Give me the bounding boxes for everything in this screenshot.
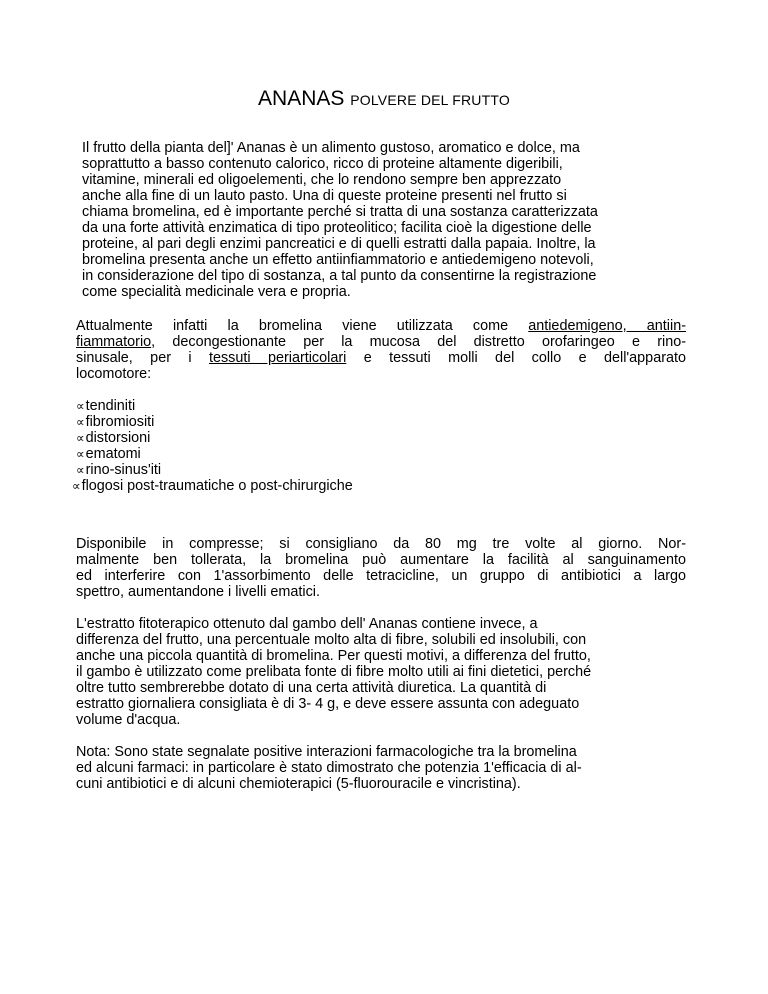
text-run: , decongestionante per la mucosa del distretto orofaringeo e rino- [151, 334, 686, 350]
paragraph-line: bromelina presenta anche un effetto antiinfiammatorio e antiedemigeno notevoli, [82, 252, 594, 268]
list-item [76, 462, 161, 478]
list-item-label: flogosi post-traumatiche o post-chirurgiche [81, 478, 353, 494]
paragraph-line: volume d'acqua. [76, 712, 181, 728]
underlined-term: tessuti periarticolari [208, 350, 347, 366]
paragraph-line: Nota: Sono state segnalate positive interazioni farmacologiche tra la bromelina [76, 744, 577, 760]
paragraph-line: estratto giornaliera consigliata è di 3- 4 g, e deve essere assunta con adeguato [76, 696, 580, 712]
paragraph-line: L'estratto fitoterapico ottenuto dal gambo dell' Ananas contiene invece, a [76, 616, 538, 632]
paragraph-line [76, 334, 686, 350]
paragraph-line: malmente ben tollerata, la bromelina può aumentare la facilità al sanguinamento [76, 552, 686, 568]
text-run: sinusale, per i [76, 350, 209, 366]
paragraph-line: Il frutto della pianta del]' Ananas è un alimento gustoso, aromatico e dolce, ma [82, 140, 580, 156]
paragraph-line: in considerazione del tipo di sostanza, a tal punto da consentirne la registrazione [82, 268, 597, 284]
list-item [76, 446, 141, 462]
bullet-icon: ∝ [76, 447, 85, 461]
paragraph-line: proteine, al pari degli enzimi pancreatici e di quelli estratti dalla papaia. Inoltre, la [82, 236, 596, 252]
list-item-label: fibromiositi [85, 414, 155, 430]
paragraph-line: anche una piccola quantità di bromelina. Per questi motivi, a differenza del frutto, [76, 648, 591, 664]
paragraph-line: spettro, aumentandone i livelli ematici. [76, 584, 320, 600]
paragraph-line [76, 318, 686, 334]
text-run: e tessuti molli del collo e dell'apparato [346, 350, 686, 366]
bullet-icon: ∝ [76, 415, 85, 429]
paragraph-line: come specialità medicinale vera e propria. [82, 284, 351, 300]
paragraph-line: locomotore: [76, 366, 152, 382]
paragraph-line: ed interferire con 1'assorbimento delle tetracicline, un gruppo di antibiotici a largo [76, 568, 686, 584]
paragraph-line: soprattutto a basso contenuto calorico, ricco di proteine altamente digeribili, [82, 156, 563, 172]
underlined-term: fiammatorio [76, 334, 152, 350]
paragraph-line: chiama bromelina, ed è importante perché si tratta di una sostanza caratterizzata [82, 204, 598, 220]
list-item-label: tendiniti [85, 398, 136, 414]
title-main: ANANAS [258, 87, 345, 110]
paragraph-line: vitamine, minerali ed oligoelementi, che lo rendono sempre ben apprezzato [82, 172, 562, 188]
page-title [0, 86, 768, 113]
paragraph-line: ed alcuni farmaci: in particolare è stato dimostrato che potenzia 1'efficacia di al- [76, 760, 582, 776]
bullet-icon: ∝ [72, 479, 81, 493]
title-subtitle: POLVERE DEL FRUTTO [350, 92, 510, 108]
paragraph-line: da una forte attività enzimatica di tipo proteolitico; facilita cioè la digestione delle [82, 220, 592, 236]
bullet-icon: ∝ [76, 399, 85, 413]
text-run: Attualmente infatti la bromelina viene utilizzata come [76, 318, 529, 334]
bullet-icon: ∝ [76, 463, 85, 477]
list-item-label: rino-sinus'iti [85, 462, 162, 478]
paragraph-line: oltre tutto sembrerebbe dotato di una certa attività diuretica. La quantità di [76, 680, 547, 696]
list-item [72, 478, 353, 494]
list-item [76, 398, 135, 414]
underlined-term: antiedemigeno, antiin- [528, 318, 686, 334]
paragraph-line: anche alla fine di un lauto pasto. Una di queste proteine presenti nel frutto si [82, 188, 567, 204]
paragraph-line: cuni antibiotici e di alcuni chemioterapici (5-fluorouracile e vincristina). [76, 776, 521, 792]
bullet-icon: ∝ [76, 431, 85, 445]
list-item-label: ematomi [85, 446, 141, 462]
list-item [76, 414, 154, 430]
paragraph-line [76, 350, 686, 366]
paragraph-line: il gambo è utilizzato come prelibata fonte di fibre molto utili ai fini dietetici, perché [76, 664, 592, 680]
paragraph-line: Disponibile in compresse; si consigliano da 80 mg tre volte al giorno. Nor- [76, 536, 686, 552]
list-item-label: distorsioni [85, 430, 151, 446]
list-item [76, 430, 150, 446]
paragraph-line: differenza del frutto, una percentuale molto alta di fibre, solubili ed insolubili, con [76, 632, 587, 648]
